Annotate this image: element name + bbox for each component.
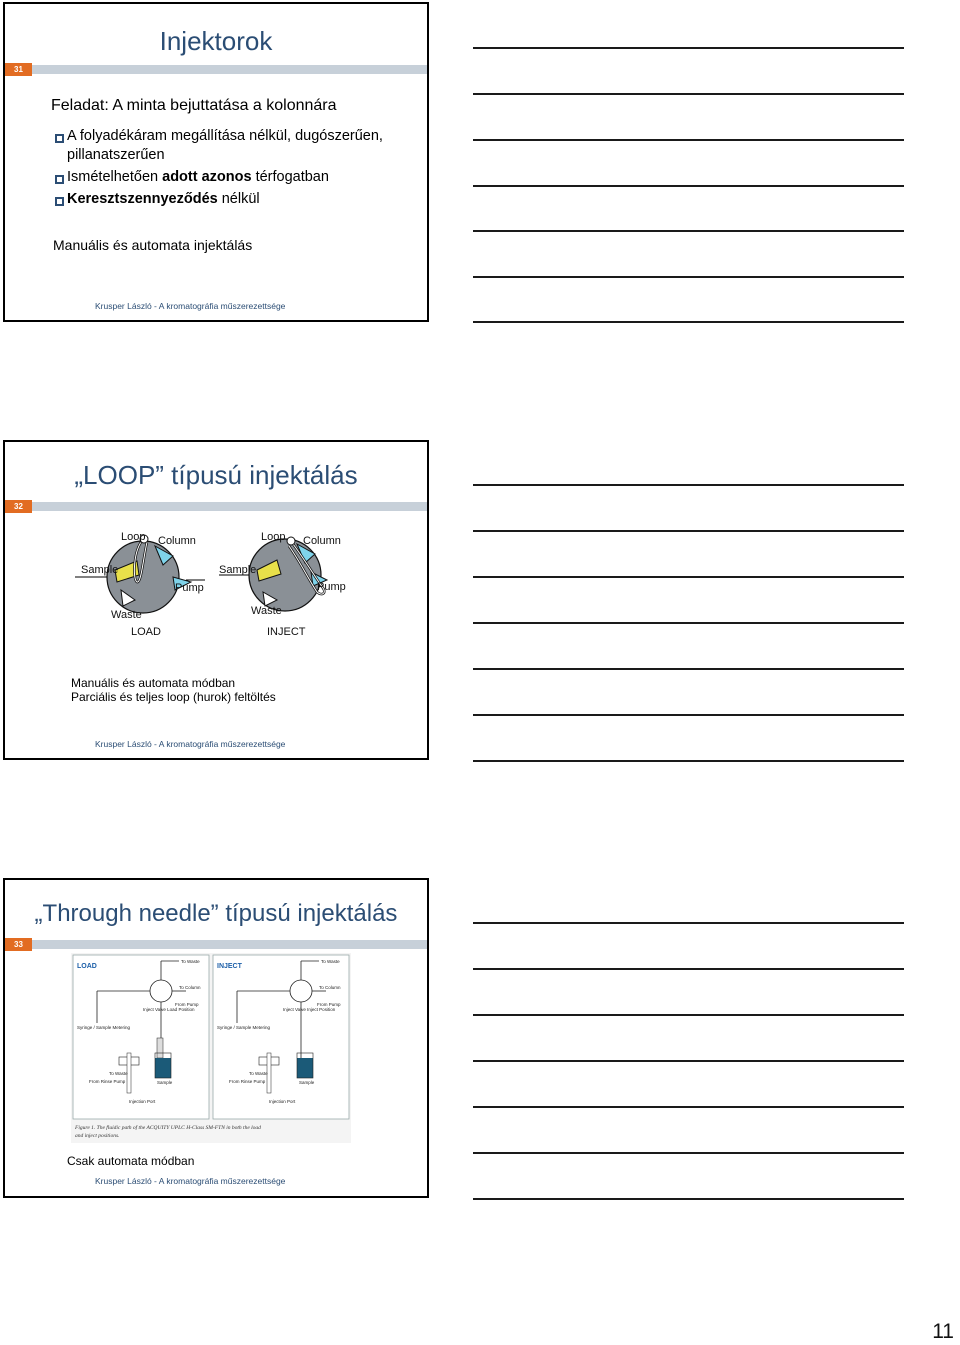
fig-sample: Sample — [299, 1080, 315, 1085]
label-loop: Loop — [121, 531, 146, 543]
note-line — [473, 760, 904, 762]
title-band — [5, 940, 427, 949]
note-line — [473, 484, 904, 486]
label-pump: Pump — [317, 581, 346, 593]
note-line — [473, 922, 904, 924]
note-line — [473, 714, 904, 716]
bullet-icon — [55, 175, 64, 184]
bullet-2: Ismételhetően adott azonos térfogatban — [67, 169, 329, 185]
fig-to-waste-2: To Waste — [249, 1071, 268, 1076]
slide-title: „LOOP” típusú injektálás — [74, 460, 358, 490]
through-needle-figure — [71, 953, 355, 1147]
page-number: 11 — [932, 1320, 954, 1343]
fig-to-waste: To Waste — [321, 959, 340, 964]
note-line — [473, 1198, 904, 1200]
valve-load — [75, 531, 205, 638]
label-waste: Waste — [251, 605, 282, 617]
fig-syringe: Syringe / Sample Metering — [77, 1025, 131, 1030]
bullet-1-line-1: A folyadékáram megállítása nélkül, dugószerűen, — [67, 128, 383, 144]
fig-to-waste: To Waste — [181, 959, 200, 964]
slide-footer: Krusper László - A kromatográfia műszerezettsége — [95, 739, 286, 749]
title-band — [5, 502, 427, 511]
title-band — [5, 65, 427, 74]
bullet-3: Keresztszennyeződés nélkül — [67, 191, 260, 207]
label-column: Column — [303, 535, 341, 547]
note-line — [473, 47, 904, 49]
slide-line-2: Parciális és teljes loop (hurok) feltöltés — [71, 690, 276, 704]
slide-title: „Through needle” típusú injektálás — [34, 900, 398, 927]
label-waste: Waste — [111, 609, 142, 621]
slide-number: 32 — [5, 500, 32, 513]
label-pump: Pump — [175, 582, 204, 594]
valve-inject — [219, 531, 346, 638]
fig-syringe: Syringe / Sample Metering — [217, 1025, 271, 1030]
label-sample: Sample — [81, 564, 119, 576]
slide-32 — [3, 440, 429, 760]
label-caption-load: LOAD — [131, 626, 161, 638]
note-line — [473, 576, 904, 578]
note-line — [473, 139, 904, 141]
fig-injection-port: Injection Port — [129, 1099, 156, 1104]
note-line — [473, 321, 904, 323]
note-line — [473, 530, 904, 532]
fig-inject-valve-inject: Inject Valve Inject Position — [283, 1007, 336, 1012]
fig-to-waste-2: To Waste — [109, 1071, 128, 1076]
slide-title: Injektorok — [159, 26, 273, 56]
loop-injection-diagram — [5, 520, 431, 650]
fig-caption-line-1: Figure 1. The fluidic path of the ACQUITY UPLC H-Class SM-FTN in both the load — [75, 1125, 261, 1131]
slide-number: 33 — [5, 938, 32, 951]
note-line — [473, 668, 904, 670]
slide-closing: Manuális és automata injektálás — [53, 237, 253, 253]
slide-number: 31 — [5, 63, 32, 76]
label-caption-inject: INJECT — [267, 626, 306, 638]
slide-footer: Krusper László - A kromatográfia műszerezettsége — [95, 301, 286, 311]
fig-caption-line-2: and inject positions. — [75, 1133, 120, 1139]
note-line — [473, 276, 904, 278]
bullet-1-line-2: pillanatszerűen — [67, 147, 165, 163]
fig-to-column: To Column — [179, 985, 201, 990]
fig-injection-port: Injection Port — [269, 1099, 296, 1104]
fig-from-pump: From Pump — [175, 1002, 199, 1007]
note-line — [473, 622, 904, 624]
slide-intro: Feladat: A minta bejuttatása a kolonnára — [51, 97, 337, 114]
note-line — [473, 1152, 904, 1154]
slide-footer: Krusper László - A kromatográfia műszerezettsége — [95, 1176, 286, 1186]
bullet-icon — [55, 134, 64, 143]
fig-from-rinse: From Rinse Pump — [229, 1079, 266, 1084]
note-line — [473, 185, 904, 187]
label-column: Column — [158, 535, 196, 547]
slide-31 — [3, 2, 429, 322]
note-line — [473, 93, 904, 95]
fig-left-title: LOAD — [77, 963, 97, 970]
fig-to-column: To Column — [319, 985, 341, 990]
note-line — [473, 968, 904, 970]
bullet-icon — [55, 197, 64, 206]
label-loop: Loop — [261, 531, 286, 543]
note-line — [473, 1014, 904, 1016]
slide-33 — [3, 878, 429, 1198]
note-line — [473, 1106, 904, 1108]
slide-line-1: Manuális és automata módban — [71, 676, 236, 690]
note-line — [473, 1060, 904, 1062]
fig-from-rinse: From Rinse Pump — [89, 1079, 126, 1084]
label-sample: Sample — [219, 564, 257, 576]
fig-from-pump: From Pump — [317, 1002, 341, 1007]
fig-inject-valve-load: Inject Valve Load Position — [143, 1007, 195, 1012]
slide-line-1: Csak automata módban — [67, 1154, 195, 1168]
fig-right-title: INJECT — [217, 963, 242, 970]
fig-sample: Sample — [157, 1080, 173, 1085]
note-line — [473, 230, 904, 232]
